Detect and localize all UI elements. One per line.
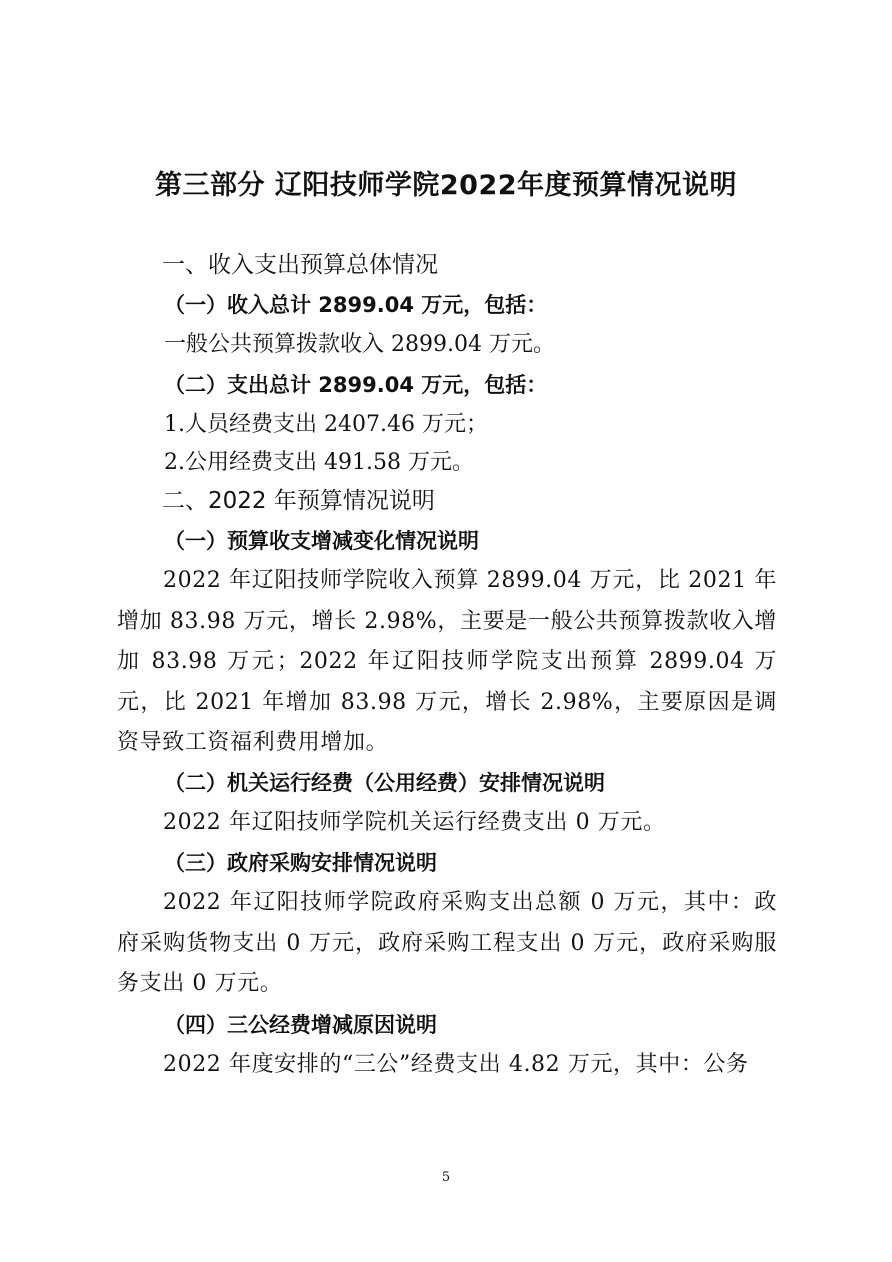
expense-item-personnel: 1.人员经费支出 2407.46 万元； — [164, 412, 488, 437]
income-item: 一般公共预算拨款收入 2899.04 万元。 — [164, 332, 555, 357]
section-heading-2: 二、2022 年预算情况说明 — [162, 488, 435, 514]
subheading-budget-change: （一）预算收支增减变化情况说明 — [164, 529, 479, 553]
paragraph-budget-change: 2022 年辽阳技师学院收入预算 2899.04 万元，比 2021 年增加 83.98 万元，增长 2.98%，主要是一般公共预算拨款收入增加 83.98 万元；2022 年辽阳技师学院支出预算 2899.04 万元，比 2021 年增加 83.98 万元，增长 2.98%，主要原因是调资导致工资福利费用增加。 — [117, 568, 777, 755]
paragraph-operating-funds: 2022 年辽阳技师学院机关运行经费支出 0 万元。 — [163, 810, 666, 835]
subheading-three-public: （四）三公经费增减原因说明 — [164, 1013, 437, 1037]
subheading-income-total: （一）收入总计 2899.04 万元，包括： — [164, 293, 548, 317]
paragraph-three-public: 2022 年度安排的“三公”经费支出 4.82 万元，其中：公务 — [163, 1052, 749, 1077]
subheading-operating-funds: （二）机关运行经费（公用经费）安排情况说明 — [164, 771, 605, 795]
subheading-expense-total: （二）支出总计 2899.04 万元，包括： — [164, 373, 548, 397]
paragraph-procurement: 2022 年辽阳技师学院政府采购支出总额 0 万元，其中：政府采购货物支出 0 万元，政府采购工程支出 0 万元，政府采购服务支出 0 万元。 — [117, 890, 777, 996]
expense-item-public: 2.公用经费支出 491.58 万元。 — [164, 450, 474, 475]
section-heading-1: 一、收入支出预算总体情况 — [162, 252, 438, 278]
page-title: 第三部分 辽阳技师学院2022年度预算情况说明 — [154, 170, 738, 201]
page-number: 5 — [441, 1170, 451, 1185]
subheading-procurement: （三）政府采购安排情况说明 — [164, 851, 437, 875]
